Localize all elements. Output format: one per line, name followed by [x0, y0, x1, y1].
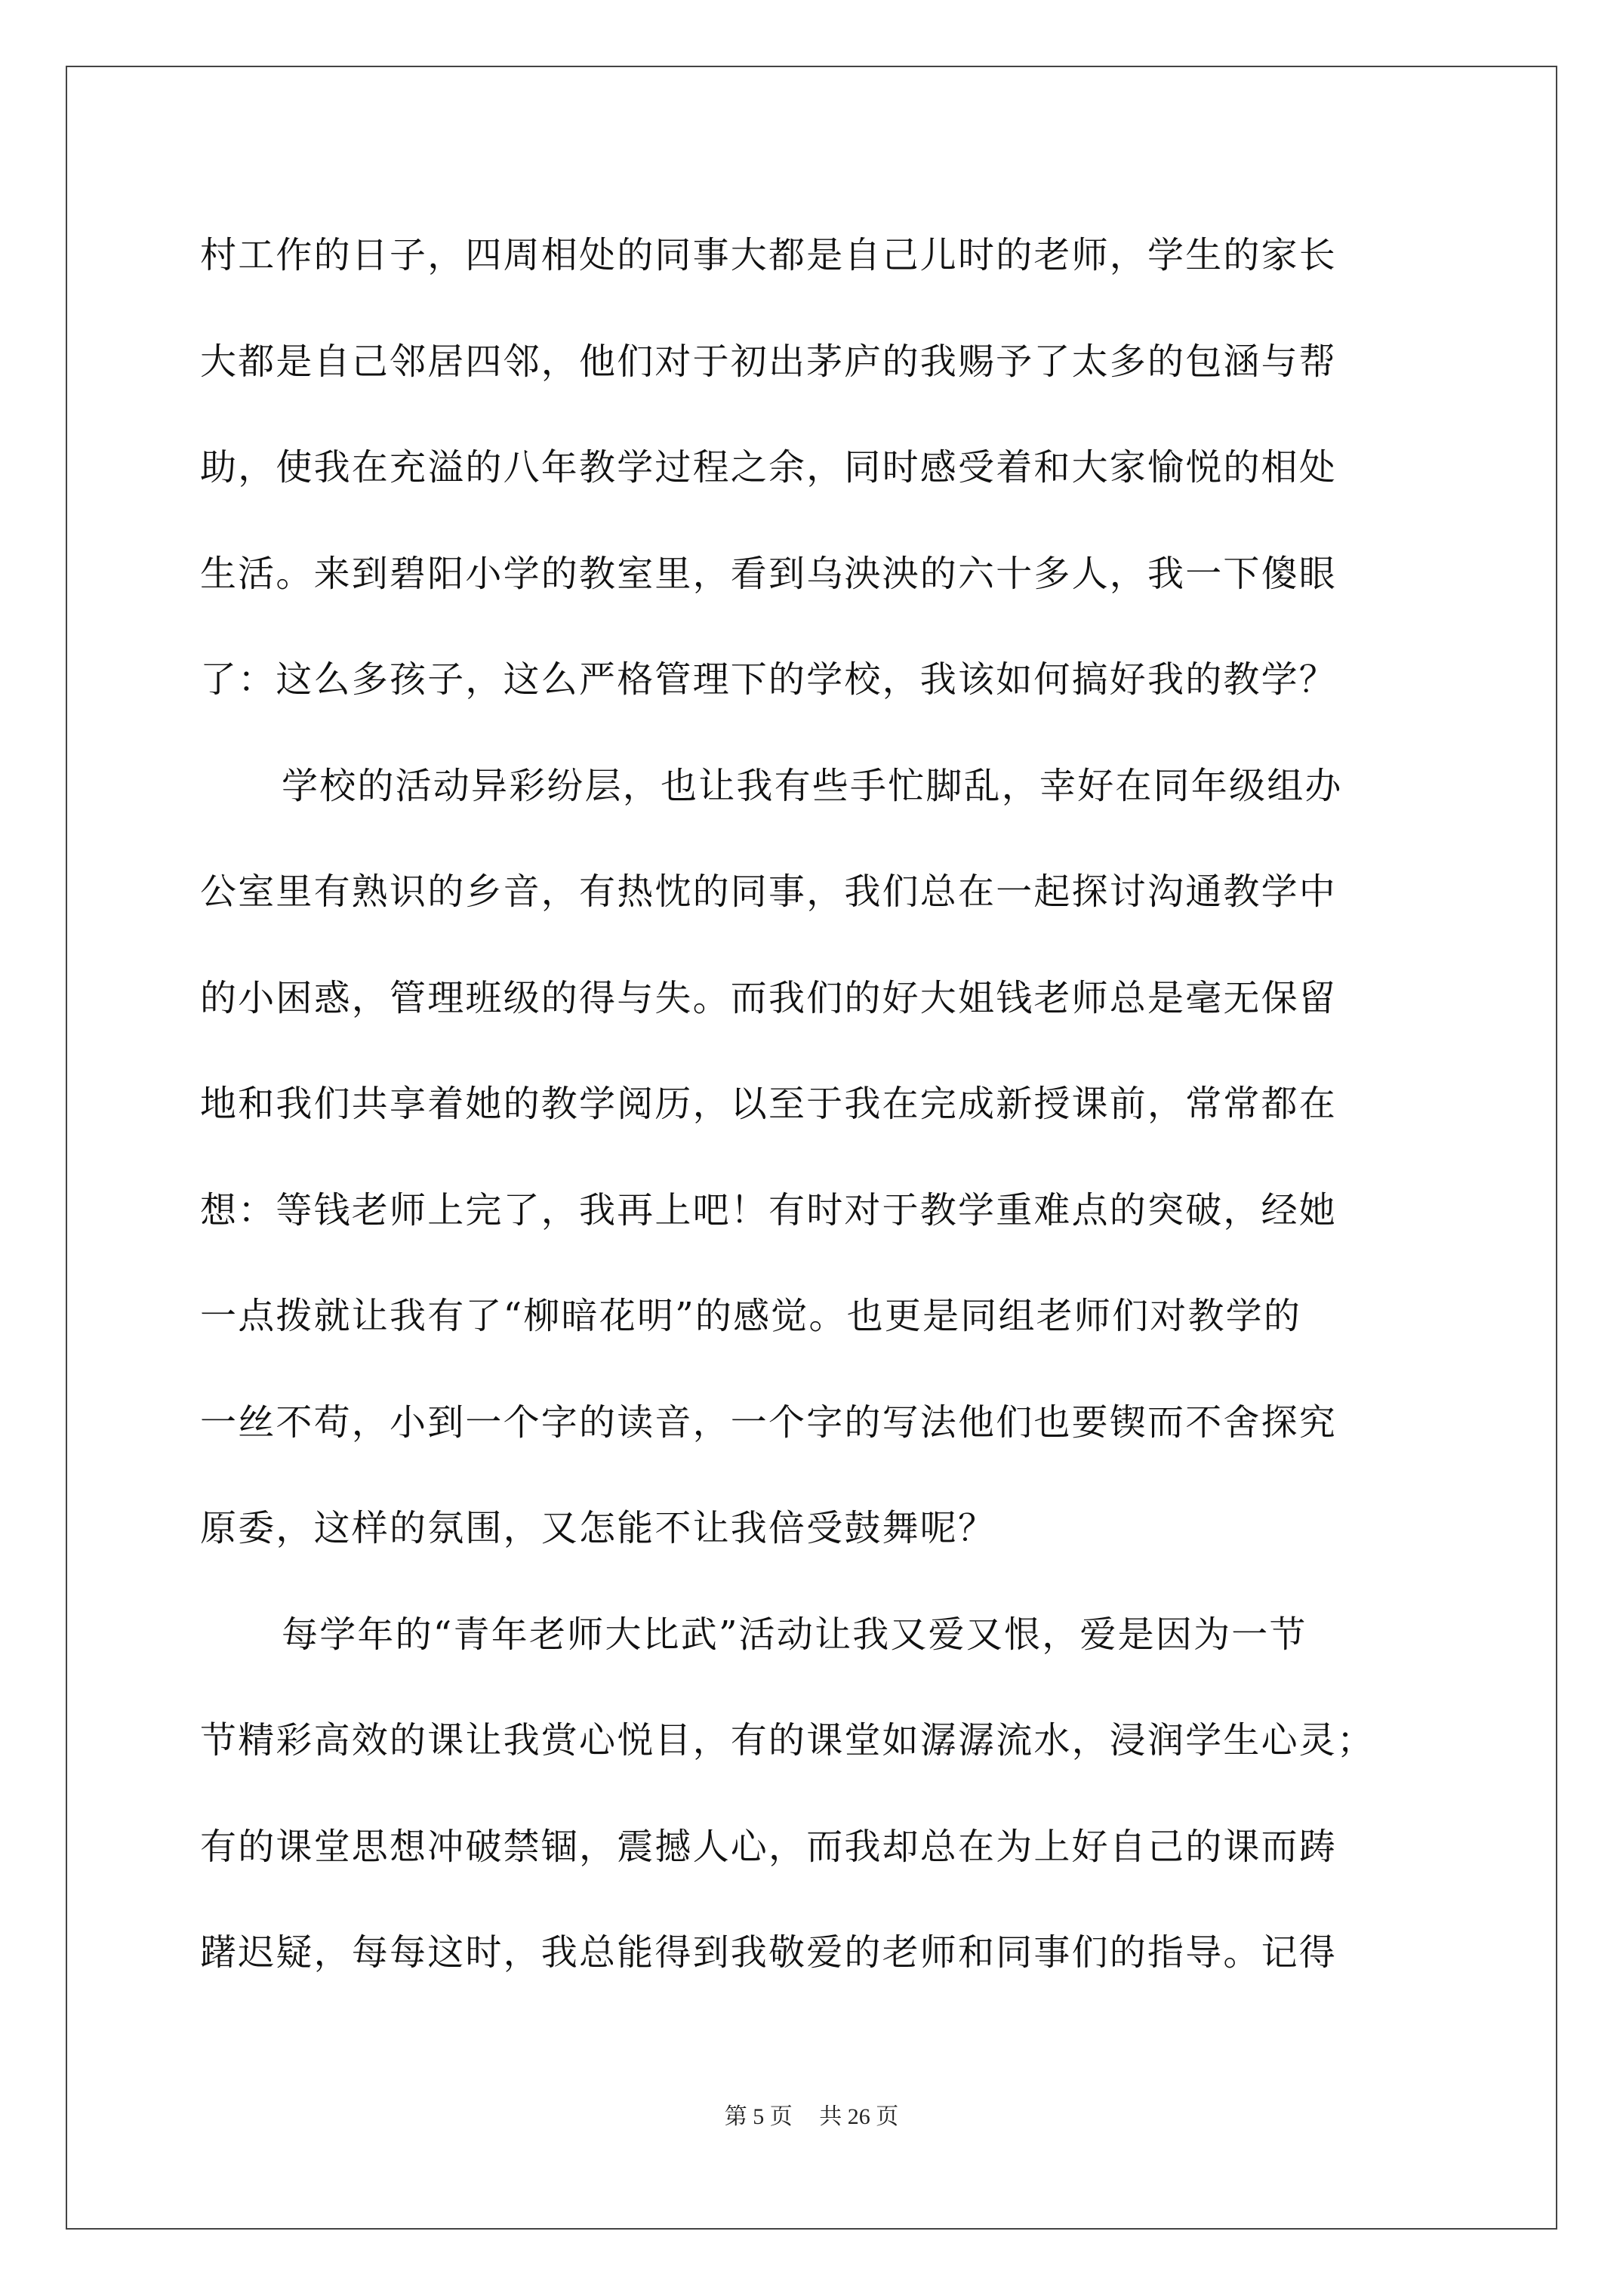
- text-line: 的小困惑，管理班级的得与失。而我们的好大姐钱老师总是毫无保留: [200, 976, 1338, 1019]
- text-line: 一点拨就让我有了“柳暗花明”的感觉。也更是同组老师们对教学的: [200, 1295, 1302, 1337]
- paragraph-start-line: 每学年的“青年老师大比武”活动让我又爱又恨，爱是因为一节: [282, 1613, 1307, 1656]
- text-line: 躇迟疑，每每这时，我总能得到我敬爱的老师和同事们的指导。记得: [200, 1931, 1338, 1974]
- text-line: 一丝不苟，小到一个字的读音，一个字的写法他们也要锲而不舍探究: [200, 1401, 1338, 1444]
- page-total: 共 26 页: [819, 2104, 899, 2129]
- text-line: 公室里有熟识的乡音，有热忱的同事，我们总在一起探讨沟通教学中: [200, 871, 1338, 913]
- text-line: 生活。来到碧阳小学的教室里，看到乌泱泱的六十多人，我一下傻眼: [200, 552, 1338, 595]
- text-line: 有的课堂思想冲破禁锢，震撼人心，而我却总在为上好自己的课而踌: [200, 1825, 1338, 1868]
- text-line: 村工作的日子，四周相处的同事大都是自己儿时的老师，学生的家长: [200, 234, 1338, 276]
- paragraph-start-line: 学校的活动异彩纷层，也让我有些手忙脚乱，幸好在同年级组办: [282, 764, 1343, 807]
- page-footer: [0, 2097, 1623, 2131]
- text-line: 想：等钱老师上完了，我再上吧！有时对于教学重难点的突破，经她: [200, 1188, 1338, 1231]
- text-line: 地和我们共享着她的教学阅历，以至于我在完成新授课前，常常都在: [200, 1083, 1338, 1125]
- text-line: 助，使我在充溢的八年教学过程之余，同时感受着和大家愉悦的相处: [200, 446, 1338, 488]
- text-line: 节精彩高效的课让我赏心悦目，有的课堂如潺潺流水，浸润学生心灵；: [200, 1719, 1375, 1761]
- text-line: 大都是自己邻居四邻，他们对于初出茅庐的我赐予了太多的包涵与帮: [200, 340, 1338, 383]
- page-number: 第 5 页: [724, 2104, 793, 2129]
- text-line: 原委，这样的氛围，又怎能不让我倍受鼓舞呢？: [200, 1507, 996, 1549]
- body-text: [200, 202, 1453, 2006]
- text-line: 了：这么多孩子，这么严格管理下的学校，我该如何搞好我的教学？: [200, 658, 1338, 701]
